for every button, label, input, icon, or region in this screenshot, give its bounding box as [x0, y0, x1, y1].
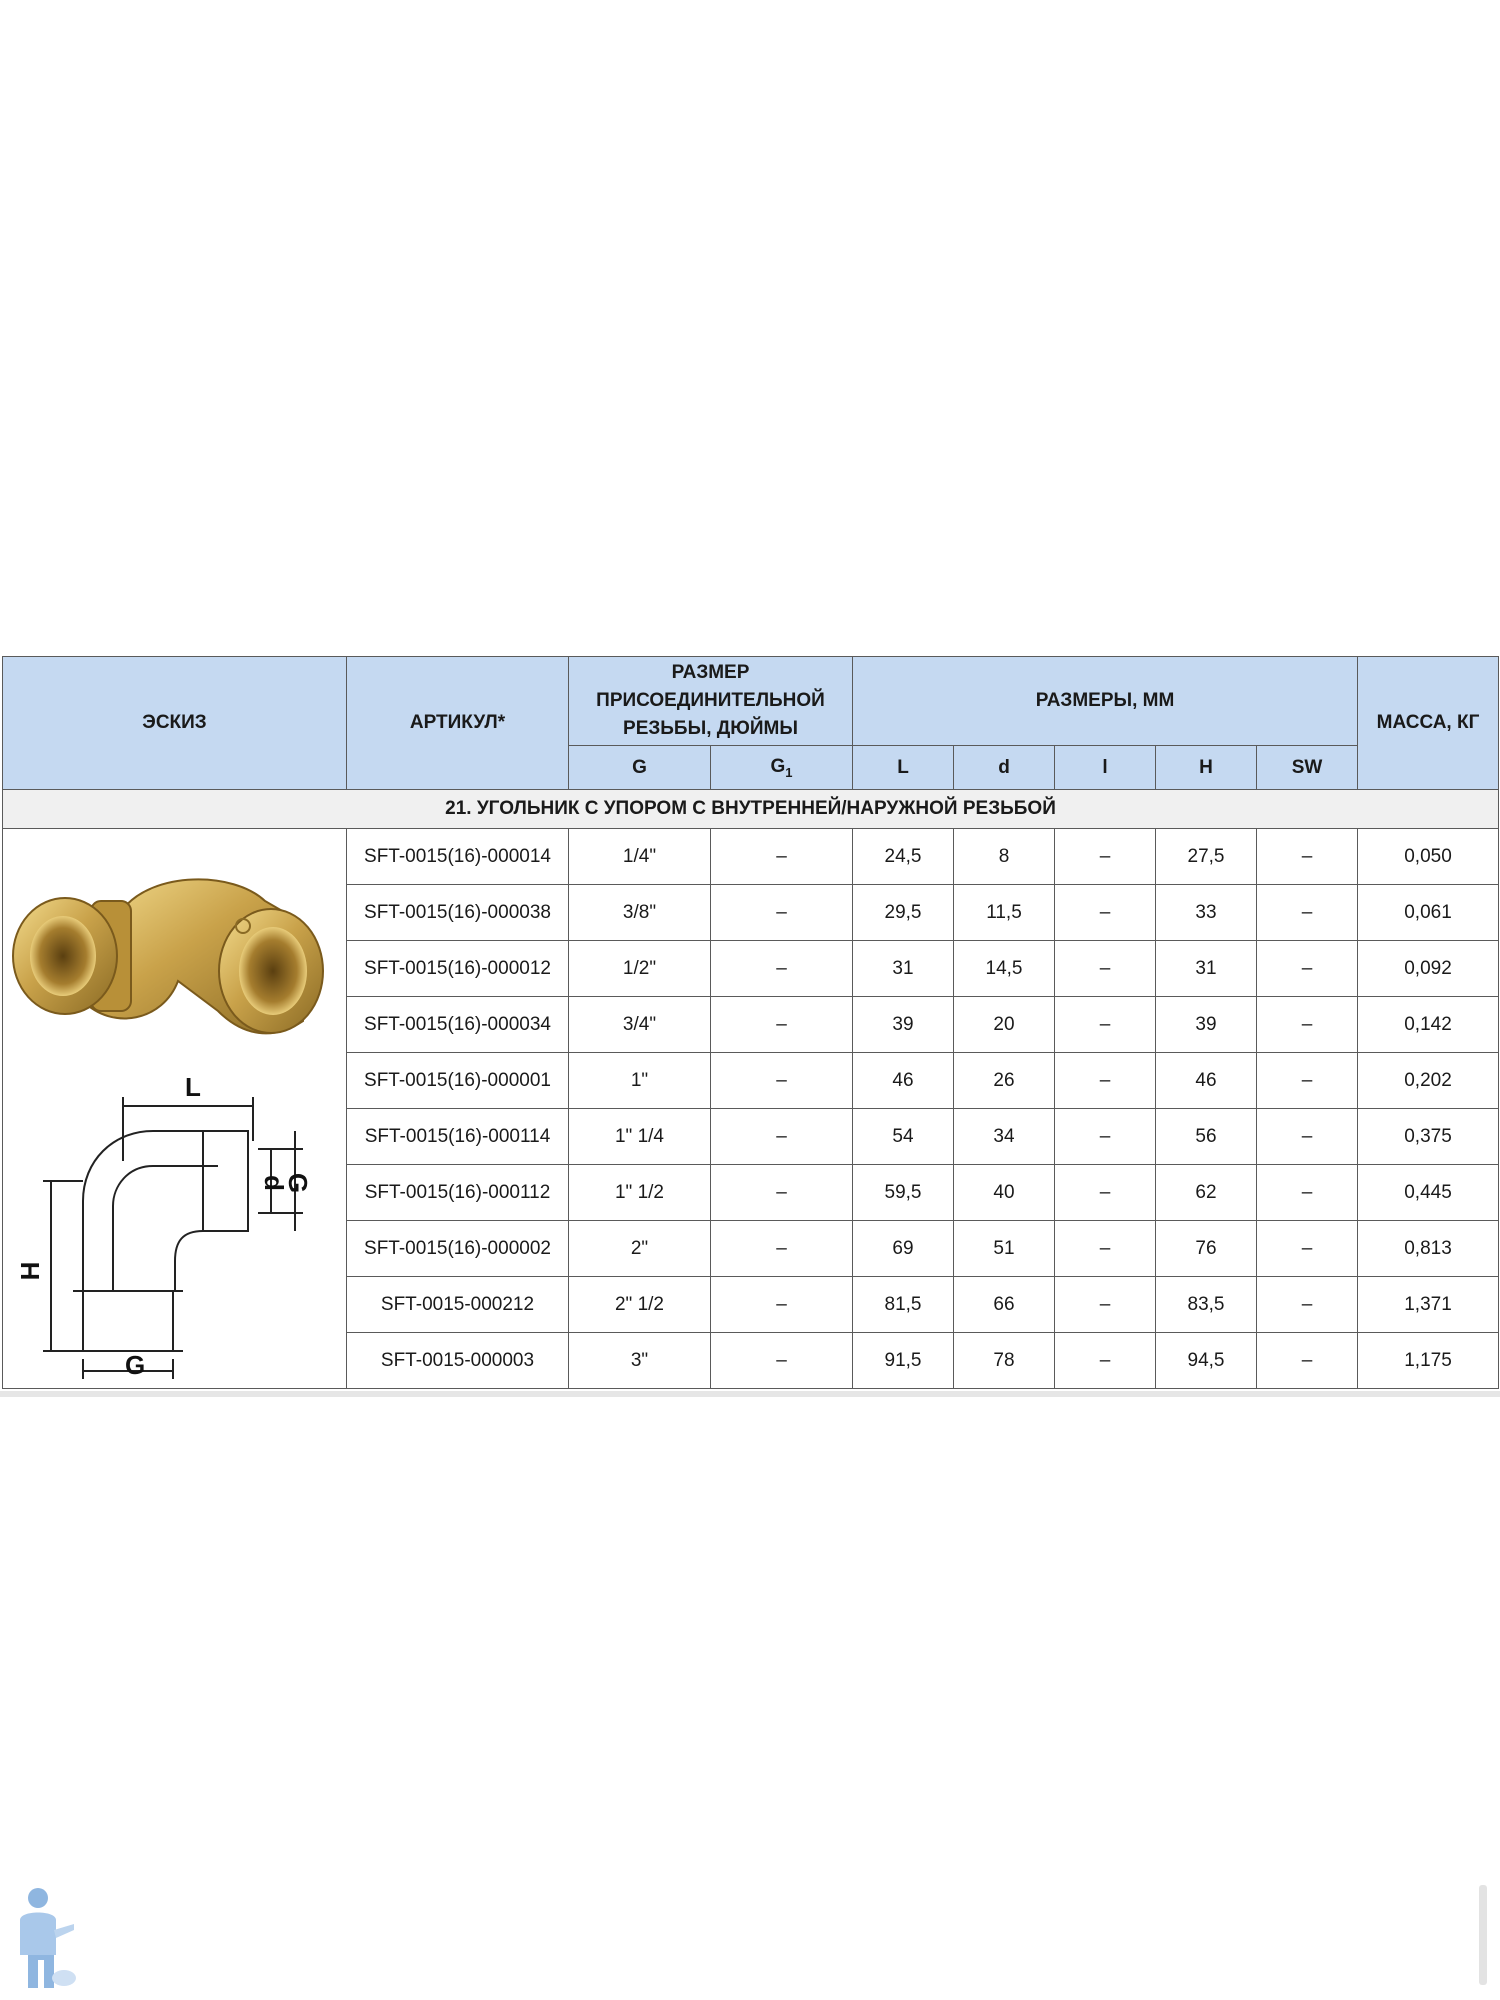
cell-g1: – — [711, 829, 853, 885]
cell-article: SFT-0015(16)-000114 — [347, 1109, 569, 1165]
cell-l-small: – — [1055, 1277, 1156, 1333]
sketch-svg — [3, 831, 343, 1387]
cell-l: 91,5 — [853, 1333, 954, 1389]
cell-d: 40 — [954, 1165, 1055, 1221]
header-thread-size-line-3: РЕЗЬБЫ, ДЮЙМЫ — [623, 718, 798, 739]
cell-g1: – — [711, 997, 853, 1053]
cell-d: 51 — [954, 1221, 1055, 1277]
cell-sw: – — [1257, 997, 1358, 1053]
header-g1 — [711, 746, 853, 790]
header-l-small: l — [1055, 746, 1156, 790]
cell-h: 31 — [1156, 941, 1257, 997]
cell-sw: – — [1257, 1165, 1358, 1221]
cell-l-small: – — [1055, 1221, 1156, 1277]
cell-g: 1/2" — [569, 941, 711, 997]
cell-g1: – — [711, 1221, 853, 1277]
cell-h: 83,5 — [1156, 1277, 1257, 1333]
header-article: АРТИКУЛ* — [347, 657, 569, 790]
cell-h: 46 — [1156, 1053, 1257, 1109]
cell-article: SFT-0015(16)-000001 — [347, 1053, 569, 1109]
cell-sw: – — [1257, 941, 1358, 997]
cell-article: SFT-0015(16)-000002 — [347, 1221, 569, 1277]
sketch-cell — [3, 829, 347, 1389]
cell-h: 94,5 — [1156, 1333, 1257, 1389]
cell-g: 3/4" — [569, 997, 711, 1053]
header-sketch: ЭСКИЗ — [3, 657, 347, 790]
brass-elbow-fitting-photo — [13, 879, 323, 1033]
header-g1-base: G — [770, 755, 786, 777]
cell-d: 66 — [954, 1277, 1055, 1333]
cell-g1: – — [711, 941, 853, 997]
cell-sw: – — [1257, 1053, 1358, 1109]
header-sw: SW — [1257, 746, 1358, 790]
cell-mass: 0,092 — [1358, 941, 1499, 997]
cell-article: SFT-0015(16)-000012 — [347, 941, 569, 997]
cell-sw: – — [1257, 1277, 1358, 1333]
cell-h: 62 — [1156, 1165, 1257, 1221]
cell-h: 27,5 — [1156, 829, 1257, 885]
table-row — [3, 829, 1499, 885]
cell-l-small: – — [1055, 1053, 1156, 1109]
cell-d: 14,5 — [954, 941, 1055, 997]
drawing-label-inner: d — [259, 1174, 289, 1191]
cell-g1: – — [711, 1109, 853, 1165]
cell-mass: 0,142 — [1358, 997, 1499, 1053]
plumber-logo-icon — [8, 1880, 78, 1995]
cell-sw: – — [1257, 885, 1358, 941]
cell-sw: – — [1257, 1109, 1358, 1165]
cell-l: 69 — [853, 1221, 954, 1277]
cell-article: SFT-0015(16)-000014 — [347, 829, 569, 885]
cell-mass: 0,375 — [1358, 1109, 1499, 1165]
cell-l-small: – — [1055, 997, 1156, 1053]
cell-l-small: – — [1055, 1333, 1156, 1389]
cell-g1: – — [711, 885, 853, 941]
cell-h: 76 — [1156, 1221, 1257, 1277]
cell-l: 24,5 — [853, 829, 954, 885]
header-thread-size-line-1: РАЗМЕР — [671, 662, 750, 683]
drawing-label-thread-right: G — [283, 1172, 313, 1193]
drawing-label-length: L — [185, 1071, 201, 1102]
header-dimensions: РАЗМЕРЫ, ММ — [853, 657, 1358, 746]
cell-l-small: – — [1055, 829, 1156, 885]
cell-h: 33 — [1156, 885, 1257, 941]
header-g: G — [569, 746, 711, 790]
cell-l-small: – — [1055, 1109, 1156, 1165]
cell-l: 59,5 — [853, 1165, 954, 1221]
header-l: L — [853, 746, 954, 790]
cell-g: 1/4" — [569, 829, 711, 885]
cell-g: 2" 1/2 — [569, 1277, 711, 1333]
header-row-top — [3, 657, 1499, 746]
cell-h: 56 — [1156, 1109, 1257, 1165]
header-thread-size — [569, 657, 853, 746]
cell-d: 8 — [954, 829, 1055, 885]
cell-d: 11,5 — [954, 885, 1055, 941]
section-row — [3, 790, 1499, 829]
cell-h: 39 — [1156, 997, 1257, 1053]
header-thread-size-line-2: ПРИСОЕДИНИТЕЛЬНОЙ — [596, 690, 825, 711]
cell-article: SFT-0015-000212 — [347, 1277, 569, 1333]
cell-g: 3" — [569, 1333, 711, 1389]
cell-d: 20 — [954, 997, 1055, 1053]
cell-g1: – — [711, 1053, 853, 1109]
cell-mass: 0,202 — [1358, 1053, 1499, 1109]
cell-d: 26 — [954, 1053, 1055, 1109]
cell-l-small: – — [1055, 1165, 1156, 1221]
section-title: 21. УГОЛЬНИК С УПОРОМ С ВНУТРЕННЕЙ/НАРУЖНОЙ РЕЗЬБОЙ — [3, 790, 1499, 829]
cell-sw: – — [1257, 1221, 1358, 1277]
cell-l: 29,5 — [853, 885, 954, 941]
cell-g: 1" — [569, 1053, 711, 1109]
cell-l: 54 — [853, 1109, 954, 1165]
drawing-label-height: H — [15, 1261, 45, 1280]
cell-mass: 0,050 — [1358, 829, 1499, 885]
cell-d: 34 — [954, 1109, 1055, 1165]
header-d: d — [954, 746, 1055, 790]
cell-g1: – — [711, 1333, 853, 1389]
cell-l: 39 — [853, 997, 954, 1053]
cell-g: 3/8" — [569, 885, 711, 941]
bottom-band — [0, 1391, 1500, 1397]
vertical-watermark-icon — [1470, 1880, 1496, 1990]
cell-article: SFT-0015(16)-000038 — [347, 885, 569, 941]
cell-sw: – — [1257, 829, 1358, 885]
cell-d: 78 — [954, 1333, 1055, 1389]
header-g1-sub: 1 — [785, 764, 793, 780]
cell-sw: – — [1257, 1333, 1358, 1389]
cell-mass: 0,061 — [1358, 885, 1499, 941]
cell-g1: – — [711, 1165, 853, 1221]
cell-g: 2" — [569, 1221, 711, 1277]
drawing-label-thread-bottom: G — [125, 1349, 146, 1380]
cell-g1: – — [711, 1277, 853, 1333]
cell-l: 81,5 — [853, 1277, 954, 1333]
cell-g: 1" 1/2 — [569, 1165, 711, 1221]
specification-table — [2, 656, 1499, 1389]
cell-mass: 1,175 — [1358, 1333, 1499, 1389]
cell-l-small: – — [1055, 941, 1156, 997]
cell-g: 1" 1/4 — [569, 1109, 711, 1165]
cell-article: SFT-0015-000003 — [347, 1333, 569, 1389]
header-mass: МАССА, КГ — [1358, 657, 1499, 790]
cell-article: SFT-0015(16)-000034 — [347, 997, 569, 1053]
cell-l: 46 — [853, 1053, 954, 1109]
cell-l-small: – — [1055, 885, 1156, 941]
cell-article: SFT-0015(16)-000112 — [347, 1165, 569, 1221]
cell-mass: 0,813 — [1358, 1221, 1499, 1277]
header-h: H — [1156, 746, 1257, 790]
cell-mass: 1,371 — [1358, 1277, 1499, 1333]
cell-mass: 0,445 — [1358, 1165, 1499, 1221]
elbow-fitting-drawing-icon — [43, 1097, 303, 1379]
cell-l: 31 — [853, 941, 954, 997]
